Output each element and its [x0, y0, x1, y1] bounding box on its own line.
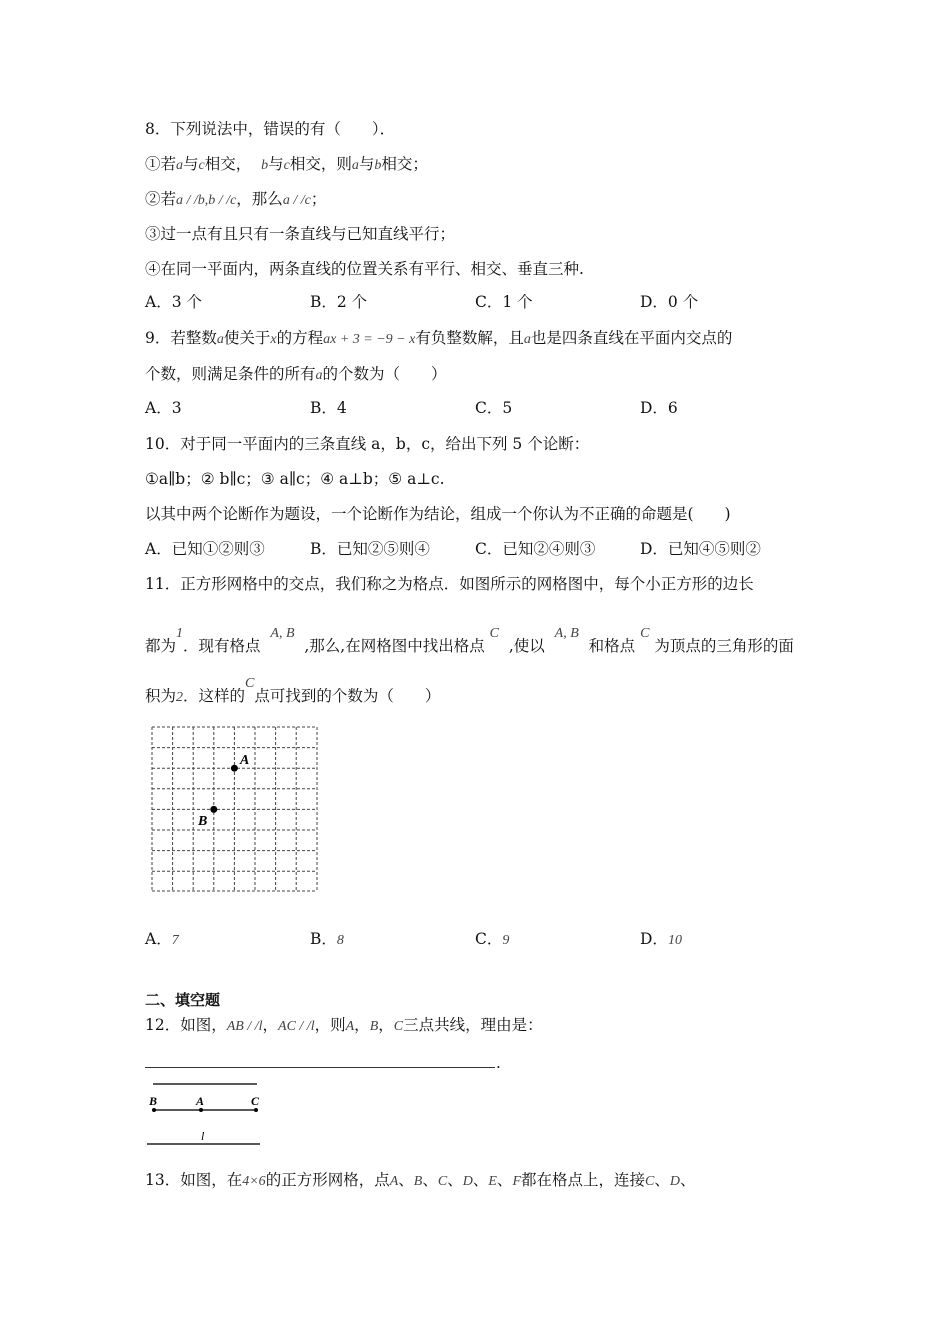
q10-stem: 10．对于同一平面内的三条直线 a，b，c，给出下列 5 个论断：: [145, 435, 590, 453]
point-a: [231, 765, 238, 772]
q8-statement-2: ②若a / /b,b / /c，那么a / /c；: [145, 190, 327, 208]
q12-figure: [145, 1078, 265, 1150]
q10-option-a[interactable]: A．已知①②则③: [145, 540, 265, 558]
q8-statement-4: ④在同一平面内，两条直线的位置关系有平行、相交、垂直三种.: [145, 260, 584, 278]
label-b: B: [149, 1094, 158, 1108]
q10-claims: ①a∥b；② b∥c；③ a∥c；④ a⊥b；⑤ a⊥c.: [145, 470, 445, 488]
point-a: [199, 1108, 203, 1112]
q10-option-b[interactable]: B．已知②⑤则④: [310, 540, 430, 558]
label-a: A: [196, 1094, 205, 1108]
section-title-fill-in: 二、填空题: [145, 991, 221, 1009]
q11-stem: 11．正方形网格中的交点，我们称之为格点．如图所示的网格图中，每个小正方形的边长: [145, 575, 754, 593]
point-b: [210, 806, 217, 813]
q9-stem-line2: 个数，则满足条件的所有a的个数为（ ）: [145, 365, 447, 383]
q8-option-b[interactable]: B．2 个: [310, 293, 368, 311]
q8-option-c[interactable]: C．1 个: [475, 293, 533, 311]
q8-statement-3: ③过一点有且只有一条直线与已知直线平行；: [145, 225, 456, 243]
q9-option-b[interactable]: B．4: [310, 399, 347, 417]
label-c: C: [251, 1094, 260, 1108]
q9-option-c[interactable]: C．5: [475, 399, 513, 417]
point-c: [254, 1108, 258, 1112]
q11-option-c[interactable]: C．9: [475, 930, 510, 948]
q8-option-a[interactable]: A．3 个: [145, 293, 202, 311]
q8-stem: 8．下列说法中，错误的有（ ）．: [145, 120, 396, 138]
q11-option-d[interactable]: D．10: [640, 930, 682, 948]
q10-option-c[interactable]: C．已知②④则③: [475, 540, 596, 558]
q11-option-b[interactable]: B．8: [310, 930, 344, 948]
q11-stem-line2: 都为1．现有格点 A, B ,那么,在网格图中找出格点 C ,使以 A, B 和格点 C 为顶点的三角形的面: [145, 626, 794, 655]
q11-stem-line3: 积为2．这样的C点可找到的个数为（ ）: [145, 676, 441, 705]
label-b: B: [198, 814, 208, 829]
point-b: [152, 1108, 156, 1112]
q12-stem: 12．如图，AB / /l，AC / /l，则A，B，C三点共线，理由是：: [145, 1016, 543, 1034]
label-l: l: [201, 1129, 205, 1143]
label-a: A: [240, 753, 250, 768]
q10-option-d[interactable]: D．已知④⑤则②: [640, 540, 761, 558]
q9-stem: 9．若整数a使关于x的方程ax + 3 = −9 − x有负整数解，且a也是四条直线在平面内交点的: [145, 329, 733, 347]
q8-option-d[interactable]: D．0 个: [640, 293, 699, 311]
q13-stem: 13．如图，在4×6的正方形网格，点A、B、C、D、E、F都在格点上，连接C、D、: [145, 1171, 696, 1189]
grid-lines: [152, 727, 317, 891]
q11-grid-figure: [150, 725, 320, 893]
q10-question: 以其中两个论断作为题设，一个论断作为结论，组成一个你认为不正确的命题是( ): [145, 505, 731, 523]
q12-answer-blank[interactable]: [145, 1067, 495, 1068]
q12-answer-end: .: [496, 1054, 501, 1072]
q9-option-d[interactable]: D．6: [640, 399, 678, 417]
q11-option-a[interactable]: A．7: [145, 930, 179, 948]
q9-option-a[interactable]: A．3: [145, 399, 182, 417]
q8-statement-1: ①若a与c相交， b与c相交，则a与b相交；: [145, 155, 428, 173]
